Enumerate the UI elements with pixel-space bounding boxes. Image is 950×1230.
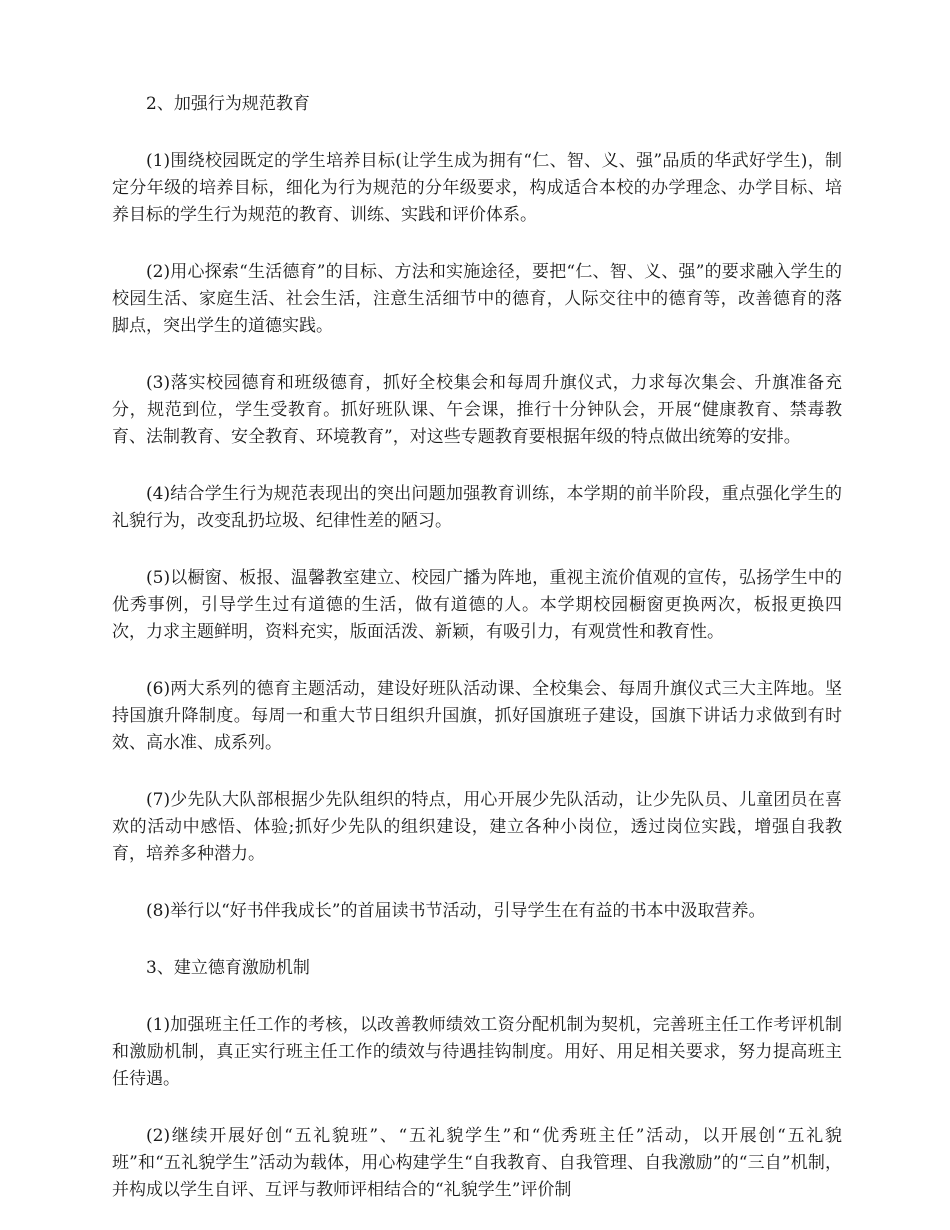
paragraph-3-1: (1)加强班主任工作的考核，以改善教师绩效工资分配机制为契机，完善班主任工作考评机制和激励机制，真正实行班主任工作的绩效与待遇挂钩制度。用好、用足相关要求，努力提高班主任待遇。	[112, 1015, 842, 1089]
spacer	[112, 229, 842, 259]
paragraph-2-8: (8)举行以“好书伴我成长”的首届读书节活动，引导学生在有益的书本中汲取营养。	[146, 901, 766, 921]
spacer	[112, 340, 842, 370]
paragraph-2-2: (2)用心探索“生活德育”的目标、方法和实施途径，要把“仁、智、义、强”的要求融入学生的校园生活、家庭生活、社会生活，注意生活细节中的德育，人际交往中的德育等，改善德育的落脚点，突出学生的道德实践。	[112, 262, 842, 336]
spacer	[112, 1093, 842, 1123]
spacer	[112, 925, 842, 955]
spacer	[112, 646, 842, 676]
document-page	[112, 91, 842, 1204]
spacer	[112, 451, 842, 481]
paragraph-2-3: (3)落实校园德育和班级德育，抓好全校集会和每周升旗仪式，力求每次集会、升旗准备充分，规范到位，学生受教育。抓好班队课、午会课，推行十分钟队会，开展“健康教育、禁毒教育、法制教育、安全教育、环境教育”，对这些专题教育要根据年级的特点做出统筹的安排。	[112, 373, 842, 447]
spacer	[112, 535, 842, 565]
paragraph-2-1: (1)围绕校园既定的学生培养目标(让学生成为拥有“仁、智、义、强”品质的华武好学生)，制定分年级的培养目标，细化为行为规范的分年级要求，构成适合本校的办学理念、办学目标、培养目标的学生行为规范的教育、训练、实践和评价体系。	[112, 151, 842, 225]
spacer	[112, 757, 842, 787]
spacer	[112, 868, 842, 898]
paragraph-2-5: (5)以橱窗、板报、温馨教室建立、校园广播为阵地，重视主流价值观的宣传，弘扬学生中的优秀事例，引导学生过有道德的生活，做有道德的人。本学期校园橱窗更换两次，板报更换四次，力求主题鲜明，资料充实，版面活泼、新颖，有吸引力，有观赏性和教育性。	[112, 568, 842, 642]
paragraph-2-6: (6)两大系列的德育主题活动，建设好班队活动课、全校集会、每周升旗仪式三大主阵地。坚持国旗升降制度。每周一和重大节日组织升国旗，抓好国旗班子建设，国旗下讲话力求做到有时效、高水准、成系列。	[112, 679, 842, 753]
section-heading-2: 2、加强行为规范教育	[146, 94, 310, 114]
section-heading-3: 3、建立德育激励机制	[146, 958, 310, 978]
paragraph-2-4: (4)结合学生行为规范表现出的突出问题加强教育训练，本学期的前半阶段，重点强化学生的礼貌行为，改变乱扔垃圾、纪律性差的陋习。	[112, 484, 842, 531]
spacer	[112, 982, 842, 1012]
paragraph-3-2: (2)继续开展好创“五礼貌班”、“五礼貌学生”和“优秀班主任”活动，以开展创“五礼貌班”和“五礼貌学生”活动为载体，用心构建学生“自我教育、自我管理、自我激励”的“三自”机制，并构成以学生自评、互评与教师评相结合的“礼貌学生”评价制	[112, 1126, 842, 1200]
paragraph-2-7: (7)少先队大队部根据少先队组织的特点，用心开展少先队活动，让少先队员、儿童团员在喜欢的活动中感悟、体验;抓好少先队的组织建设，建立各种小岗位，透过岗位实践，增强自我教育，培养多种潜力。	[112, 790, 842, 864]
spacer	[112, 118, 842, 148]
